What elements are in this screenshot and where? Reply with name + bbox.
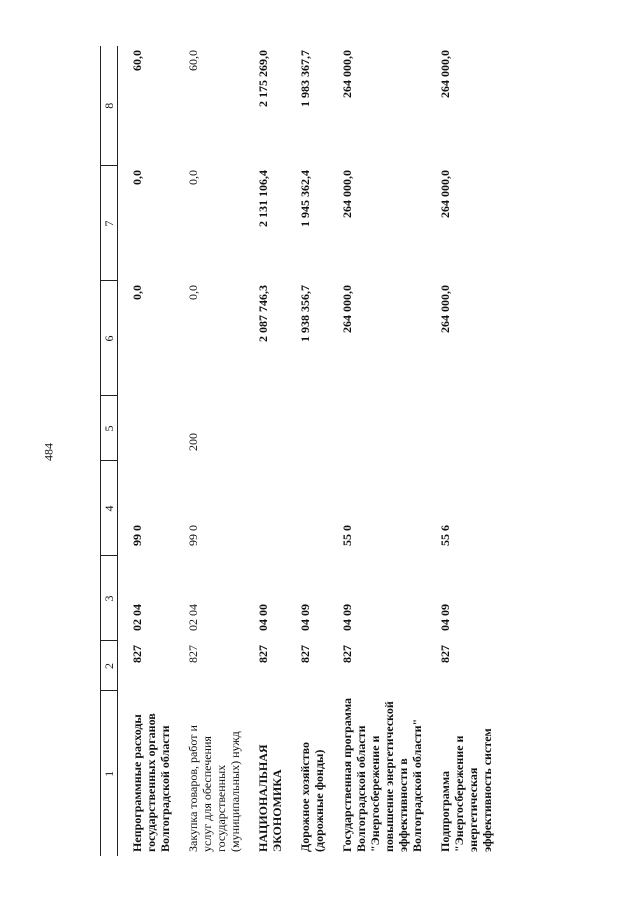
amount-col-8: 264 000,0 xyxy=(340,50,354,98)
section-code: 04 00 xyxy=(256,604,270,631)
expense-type-code xyxy=(426,396,496,461)
section-code: 04 09 xyxy=(298,604,312,631)
amount-col-6: 264 000,0 xyxy=(438,285,452,333)
admin-code: 827 xyxy=(130,645,144,663)
row-label: Непрограммные расходы государственных органов Волгоградской области xyxy=(130,713,172,852)
column-header: 6 xyxy=(101,281,118,396)
target-code: 55 6 xyxy=(438,525,452,546)
amount-col-6: 2 087 746,3 xyxy=(256,285,270,342)
admin-code: 827 xyxy=(256,645,270,663)
target-code: 99 0 xyxy=(130,525,144,546)
amount-col-7: 2 131 106,4 xyxy=(256,170,270,227)
column-header: 1 xyxy=(101,691,118,856)
expense-type-code xyxy=(286,396,328,461)
amount-col-6: 1 938 356,7 xyxy=(298,285,312,342)
admin-code: 827 xyxy=(340,645,354,663)
table-row xyxy=(118,46,175,856)
table-header-row xyxy=(101,46,118,856)
column-header: 4 xyxy=(101,461,118,556)
amount-col-6: 264 000,0 xyxy=(340,285,354,333)
amount-col-7: 264 000,0 xyxy=(340,170,354,218)
expense-type-code xyxy=(244,396,286,461)
admin-code: 827 xyxy=(298,645,312,663)
budget-table xyxy=(100,46,496,856)
row-label: Дорожное хозяйство (дорожные фонды) xyxy=(298,742,326,852)
table-row xyxy=(174,46,244,856)
amount-col-7: 0,0 xyxy=(186,170,200,185)
section-code: 04 09 xyxy=(438,604,452,631)
column-header: 8 xyxy=(101,46,118,166)
admin-code: 827 xyxy=(186,645,200,663)
amount-col-8: 60,0 xyxy=(130,50,144,71)
table-row xyxy=(244,46,286,856)
section-code: 02 04 xyxy=(130,604,144,631)
budget-table-sheet xyxy=(100,46,587,856)
table-row xyxy=(286,46,328,856)
row-label: Государственная программа Волгоградской области "Энергосбережение и повышение энергетической эффективности в Волгоградской области" xyxy=(340,697,424,852)
target-code xyxy=(244,461,286,556)
row-label: Подпрограмма "Энергосбережение и энергетическая эффективность систем xyxy=(438,728,494,852)
section-code: 04 09 xyxy=(340,604,354,631)
amount-col-8: 60,0 xyxy=(186,50,200,71)
target-code: 99 0 xyxy=(186,525,200,546)
column-header: 5 xyxy=(101,396,118,461)
table-body xyxy=(101,46,497,856)
amount-col-8: 2 175 269,0 xyxy=(256,50,270,107)
admin-code: 827 xyxy=(438,645,452,663)
column-header: 2 xyxy=(101,641,118,691)
expense-type-code: 200 xyxy=(186,433,200,451)
amount-col-7: 264 000,0 xyxy=(438,170,452,218)
column-header: 3 xyxy=(101,556,118,641)
table-row xyxy=(328,46,426,856)
page-number-text: 484 xyxy=(41,443,56,461)
expense-type-code xyxy=(328,396,426,461)
amount-col-7: 1 945 362,4 xyxy=(298,170,312,227)
section-code: 02 04 xyxy=(186,604,200,631)
amount-col-8: 1 983 367,7 xyxy=(298,50,312,107)
column-header: 7 xyxy=(101,166,118,281)
target-code xyxy=(286,461,328,556)
row-label: НАЦИОНАЛЬНАЯ ЭКОНОМИКА xyxy=(256,744,284,852)
expense-type-code xyxy=(118,396,175,461)
table-row xyxy=(426,46,496,856)
amount-col-6: 0,0 xyxy=(130,285,144,300)
amount-col-6: 0,0 xyxy=(186,285,200,300)
row-label: Закупка товаров, работ и услуг для обеспечения государственных (муниципальных) нужд xyxy=(186,725,242,852)
target-code: 55 0 xyxy=(340,525,354,546)
amount-col-7: 0,0 xyxy=(130,170,144,185)
amount-col-8: 264 000,0 xyxy=(438,50,452,98)
